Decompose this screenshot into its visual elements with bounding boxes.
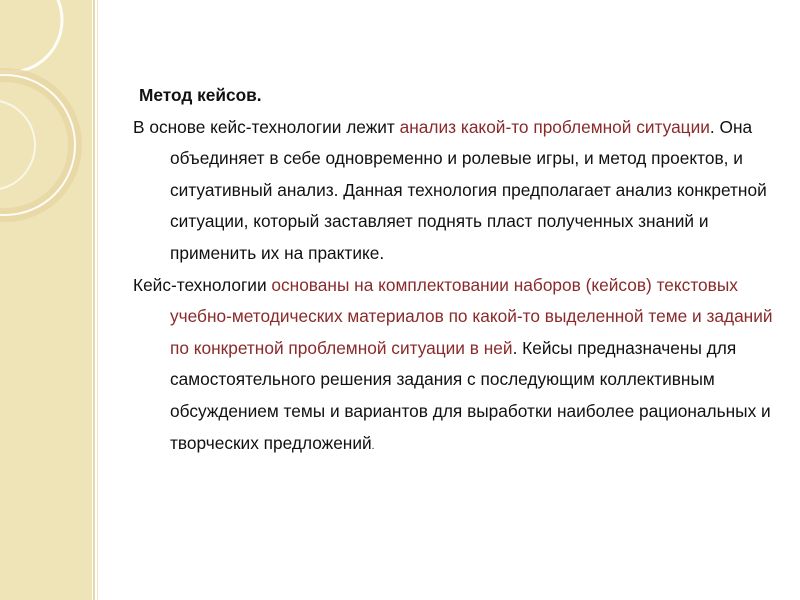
- paragraph-2: [133, 270, 773, 463]
- paragraph-1-highlight: анализ какой-то проблемной ситуации: [399, 116, 710, 137]
- paragraph-1-part1: В основе кейс-технологии лежит: [133, 116, 400, 137]
- paragraph-2-part3: . Кейсы предназначены для самостоятельного решения задания с последующим коллективным обсуждением темы и вариантов для выработки наиболее рациональных и творческих предложений: [170, 337, 771, 453]
- decorative-divider-thin: [97, 0, 98, 600]
- slide-content: [133, 80, 773, 462]
- paragraph-1: [133, 112, 773, 270]
- slide-title: Метод кейсов.: [139, 85, 262, 105]
- paragraph-2-part1: Кейс-технологии: [133, 274, 272, 295]
- decorative-circles: [0, 0, 92, 600]
- paragraph-2-end-dot: .: [371, 440, 375, 452]
- paragraph-2-highlight: основаны на комплектовании наборов (кейсов) текстовых учебно-методических материалов по какой-то выделенной теме и заданий по конкретной проблемной ситуации в ней: [170, 274, 773, 358]
- paragraph-1-part3: . Она объединяет в себе одновременно и ролевые игры, и метод проектов, и ситуативный анализ. Данная технология предполагает анализ конкретной ситуации, который заставляет поднять пласт полученных знаний и применить их на практике.: [170, 116, 767, 263]
- decorative-divider: [93, 0, 95, 600]
- decorative-side-band: [0, 0, 92, 600]
